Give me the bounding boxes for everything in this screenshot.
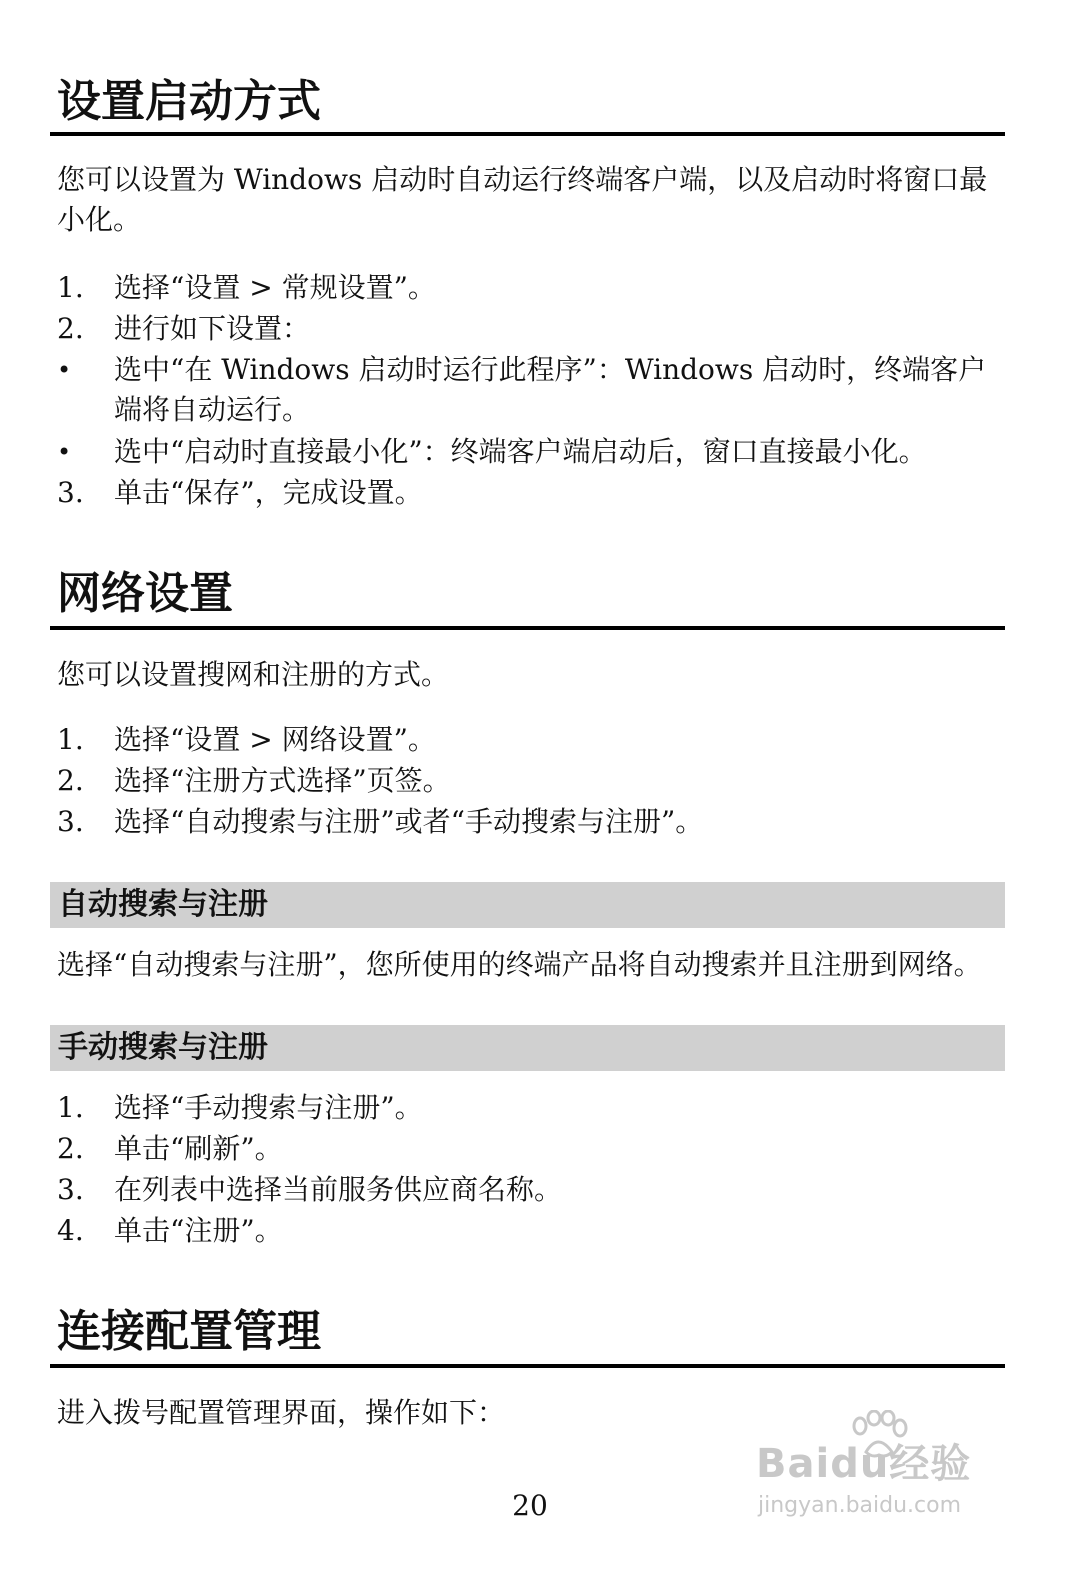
subsection-text-auto: 选择“自动搜索与注册”，您所使用的终端产品将自动搜索并且注册到网络。: [57, 948, 982, 981]
section-intro-network: 您可以设置搜网和注册的方式。: [57, 658, 450, 691]
bullet-icon: •: [57, 356, 72, 384]
subsection-header-manual: [50, 1025, 1005, 1071]
list-text: 单击“注册”。: [114, 1214, 283, 1247]
list-marker: 3.: [57, 805, 84, 838]
section-divider: [50, 132, 1005, 136]
section-title-startup: 设置启动方式: [57, 76, 321, 127]
list-text: 选择“手动搜索与注册”。: [114, 1091, 423, 1124]
list-marker: 4.: [57, 1214, 84, 1247]
list-text: 选择“自动搜索与注册”或者“手动搜索与注册”。: [114, 805, 704, 838]
list-text: 进行如下设置：: [114, 312, 311, 345]
list-marker: 1.: [57, 1091, 84, 1124]
list-text: 选择“设置 > 常规设置”。: [114, 271, 436, 304]
list-text: 单击“保存”，完成设置。: [114, 476, 423, 509]
bullet-icon: •: [57, 438, 72, 466]
section-intro-connection: 进入拨号配置管理界面，操作如下：: [57, 1396, 506, 1429]
list-marker: 2.: [57, 1132, 84, 1165]
list-marker: 3.: [57, 1173, 84, 1206]
list-text: 选择“设置 > 网络设置”。: [114, 723, 436, 756]
watermark-brand: Baidu经验: [756, 1441, 972, 1487]
list-marker: 1.: [57, 723, 84, 756]
list-text: 选择“注册方式选择”页签。: [114, 764, 451, 797]
list-marker: 2.: [57, 764, 84, 797]
subsection-title: 自动搜索与注册: [58, 887, 268, 922]
section-divider: [50, 1364, 1005, 1368]
section-divider: [50, 626, 1005, 630]
subsection-header-auto: [50, 882, 1005, 928]
list-text: 选中“启动时直接最小化”：终端客户端启动后，窗口直接最小化。: [114, 435, 927, 468]
list-text: 选中“在 Windows 启动时运行此程序”：Windows 启动时，终端客户端将自动运行。: [114, 353, 987, 426]
list-marker: 2.: [57, 312, 84, 345]
section-title-connection: 连接配置管理: [57, 1306, 321, 1357]
watermark: [756, 1410, 1006, 1530]
list-marker: 3.: [57, 476, 84, 509]
list-text: 单击“刷新”。: [114, 1132, 283, 1165]
watermark-url: jingyan.baidu.com: [758, 1493, 962, 1518]
section-intro-startup: 您可以设置为 Windows 启动时自动运行终端客户端，以及启动时将窗口最小化。: [57, 163, 988, 236]
list-text: 在列表中选择当前服务供应商名称。: [114, 1173, 563, 1206]
subsection-title: 手动搜索与注册: [58, 1030, 268, 1065]
page-number: 20: [512, 1489, 548, 1522]
section-title-network: 网络设置: [57, 568, 233, 619]
list-marker: 1.: [57, 271, 84, 304]
